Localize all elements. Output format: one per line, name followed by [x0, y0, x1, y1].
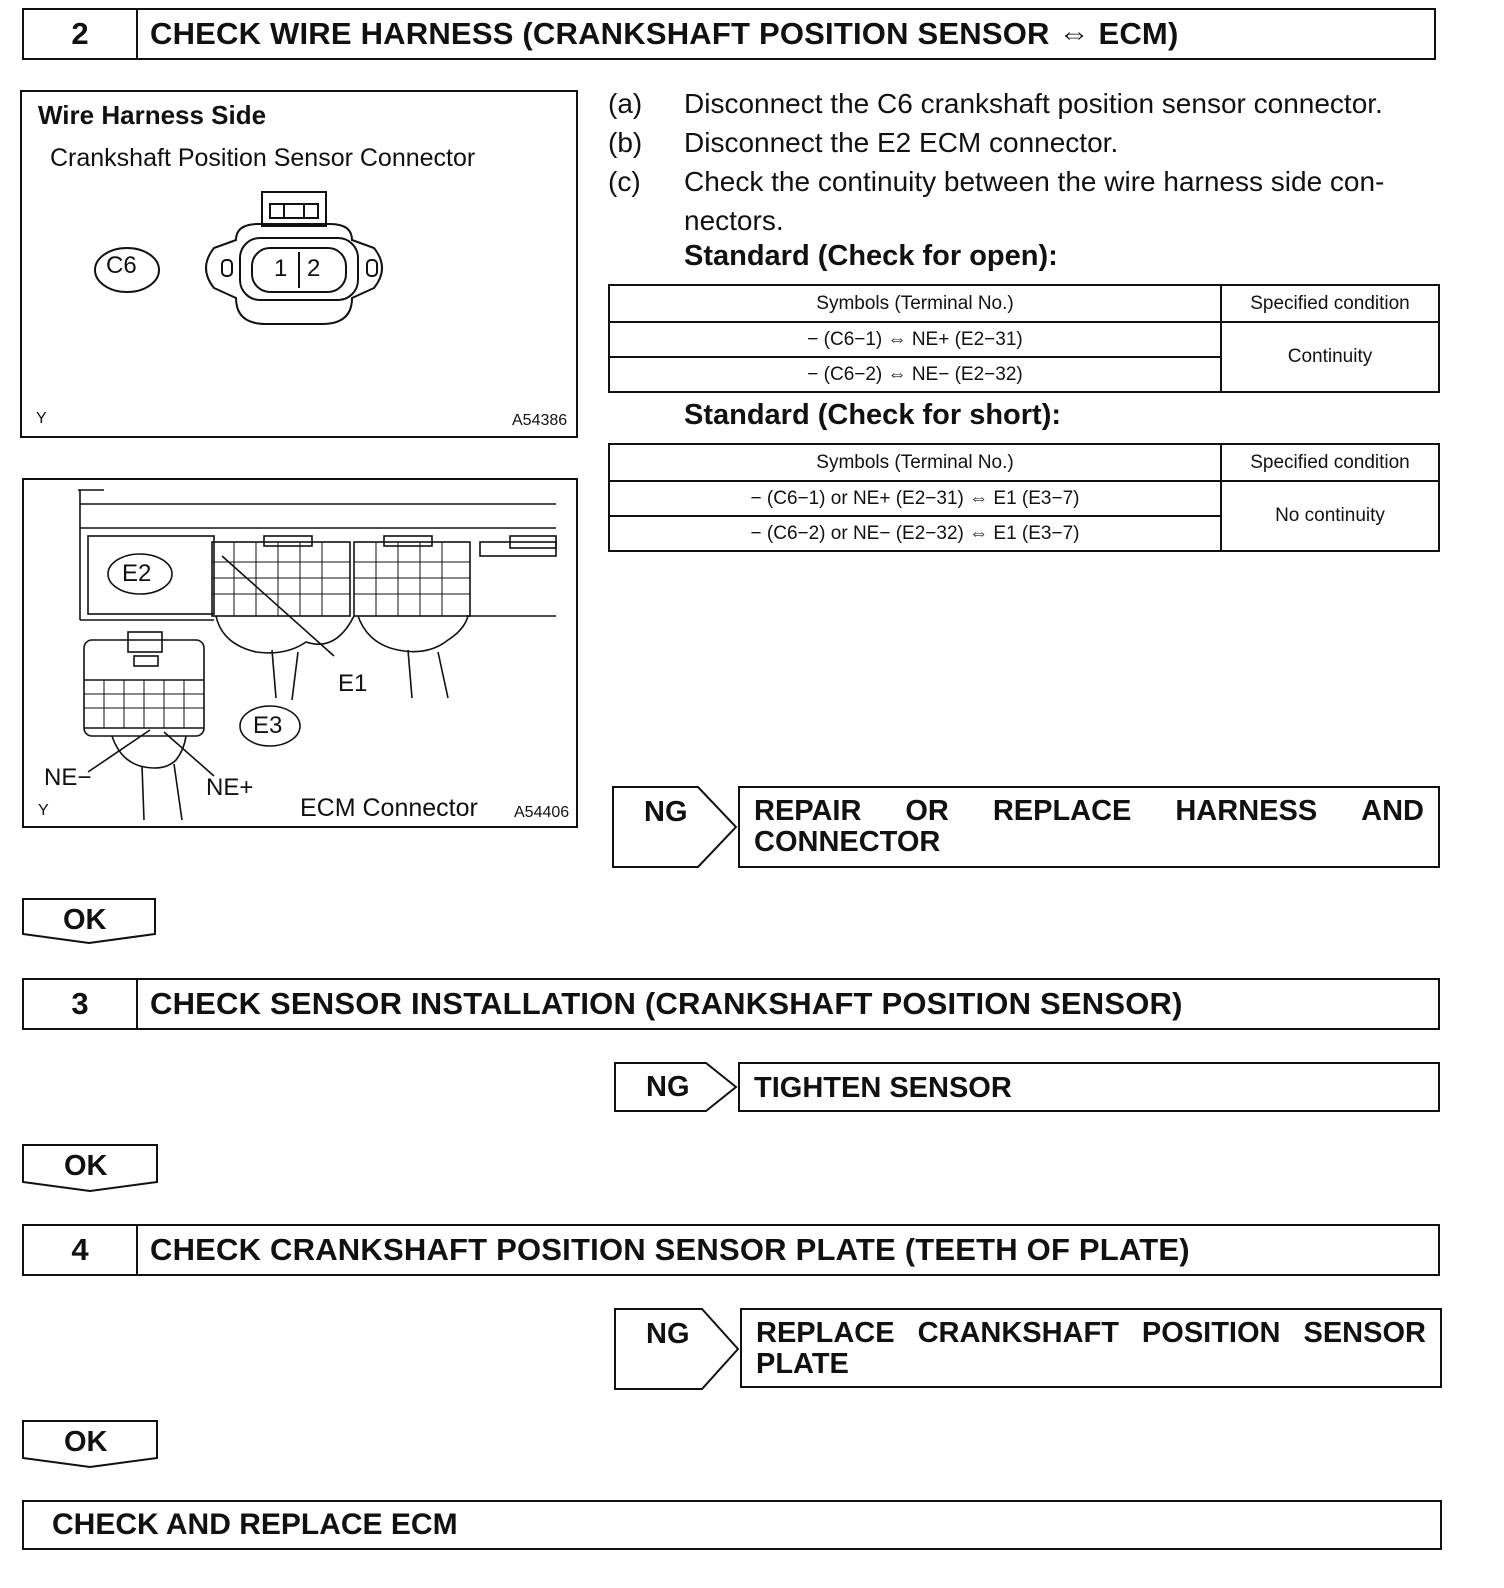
figure-caption: ECM Connector — [300, 794, 478, 822]
connector-tag-c6: C6 — [106, 252, 137, 279]
connector-tag-e2: E2 — [122, 560, 152, 587]
figure-corner-mark: Y — [38, 802, 49, 819]
pin-2-label: 2 — [307, 255, 321, 282]
result-repair-harness — [738, 786, 1440, 868]
standard-short-heading: Standard (Check for short): — [684, 399, 1062, 431]
ng-label: NG — [644, 796, 688, 828]
result-line-2: CONNECTOR — [754, 826, 941, 858]
instruction-a — [608, 84, 1458, 123]
connector-tag-e3: E3 — [253, 712, 283, 739]
step-number: 3 — [24, 980, 138, 1028]
figure-id: A54406 — [514, 804, 570, 821]
standard-open-table — [608, 284, 1440, 393]
result-word: REPLACE — [756, 1317, 895, 1349]
step-number: 2 — [24, 10, 138, 58]
step-title: CHECK WIRE HARNESS (CRANKSHAFT POSITION SENSOR ⇔ ECM) — [150, 16, 1179, 51]
instruction-label: (c) — [608, 166, 641, 197]
result-word: REPLACE — [992, 795, 1132, 827]
result-tighten-sensor — [738, 1062, 1440, 1112]
table-row: − (C6−1) ⇔ NE+ (E2−31) — [609, 322, 1221, 357]
table-header-symbols: Symbols (Terminal No.) — [609, 444, 1221, 481]
final-action-text: CHECK AND REPLACE ECM — [52, 1508, 458, 1541]
figure-corner-mark: Y — [36, 410, 47, 427]
instruction-text-continued: nectors. — [684, 205, 784, 236]
result-word: AND — [1361, 795, 1424, 827]
ng-label: NG — [646, 1318, 690, 1350]
result-replace-sensor-plate — [740, 1308, 1442, 1388]
instruction-text: Check the continuity between the wire harness side con- — [684, 166, 1385, 197]
table-header-condition: Specified condition — [1221, 285, 1439, 322]
instruction-text: Disconnect the E2 ECM connector. — [684, 127, 1119, 158]
table-header-symbols: Symbols (Terminal No.) — [609, 285, 1221, 322]
terminal-label-e1: E1 — [338, 670, 368, 697]
step-number: 4 — [24, 1226, 138, 1274]
table-row: − (C6−2) or NE− (E2−32) ⇔ E1 (E3−7) — [609, 516, 1221, 551]
table-condition: No continuity — [1221, 481, 1439, 551]
final-action-bar — [22, 1500, 1442, 1550]
figure-id: A54386 — [512, 412, 568, 429]
terminal-label-ne-plus: NE+ — [206, 774, 254, 801]
instruction-label: (a) — [608, 88, 643, 119]
result-line-1 — [756, 1318, 1426, 1349]
ng-label: NG — [646, 1071, 690, 1103]
ok-label: OK — [64, 1150, 108, 1182]
step-3-header — [22, 978, 1440, 1030]
pin-1-label: 1 — [274, 255, 288, 282]
standard-short-table — [608, 443, 1440, 552]
result-line-2: PLATE — [756, 1348, 849, 1380]
step-2-header — [22, 8, 1436, 60]
result-word: HARNESS — [1175, 795, 1318, 827]
result-word: OR — [905, 795, 949, 827]
instruction-label: (b) — [608, 127, 643, 158]
figure-heading: Wire Harness Side — [38, 100, 267, 130]
figure-ecm-connector — [22, 478, 578, 828]
table-condition: Continuity — [1221, 322, 1439, 392]
table-header-condition: Specified condition — [1221, 444, 1439, 481]
standard-open-heading: Standard (Check for open): — [684, 240, 1058, 272]
figure-caption: Crankshaft Position Sensor Connector — [50, 144, 476, 172]
step-title: CHECK CRANKSHAFT POSITION SENSOR PLATE (TEETH OF PLATE) — [150, 1232, 1190, 1267]
result-word: POSITION — [1141, 1317, 1281, 1349]
step-title: CHECK SENSOR INSTALLATION (CRANKSHAFT POSITION SENSOR) — [150, 986, 1183, 1021]
result-word: CRANKSHAFT — [917, 1317, 1119, 1349]
instruction-c — [608, 162, 1458, 240]
ecm-connector-drawing — [24, 480, 576, 826]
table-row: − (C6−2) ⇔ NE− (E2−32) — [609, 357, 1221, 392]
table-row: − (C6−1) or NE+ (E2−31) ⇔ E1 (E3−7) — [609, 481, 1221, 516]
instruction-b — [608, 123, 1458, 162]
result-line-1 — [754, 796, 1424, 827]
instruction-text: Disconnect the C6 crankshaft position sensor connector. — [684, 88, 1383, 119]
result-word: REPAIR — [754, 795, 862, 827]
result-word: SENSOR — [1303, 1317, 1426, 1349]
ok-label: OK — [63, 904, 107, 936]
figure-wire-harness-side — [20, 90, 578, 438]
terminal-label-ne-minus: NE− — [44, 764, 92, 791]
result-text: TIGHTEN SENSOR — [754, 1072, 1012, 1104]
ok-label: OK — [64, 1426, 108, 1458]
step-4-header — [22, 1224, 1440, 1276]
